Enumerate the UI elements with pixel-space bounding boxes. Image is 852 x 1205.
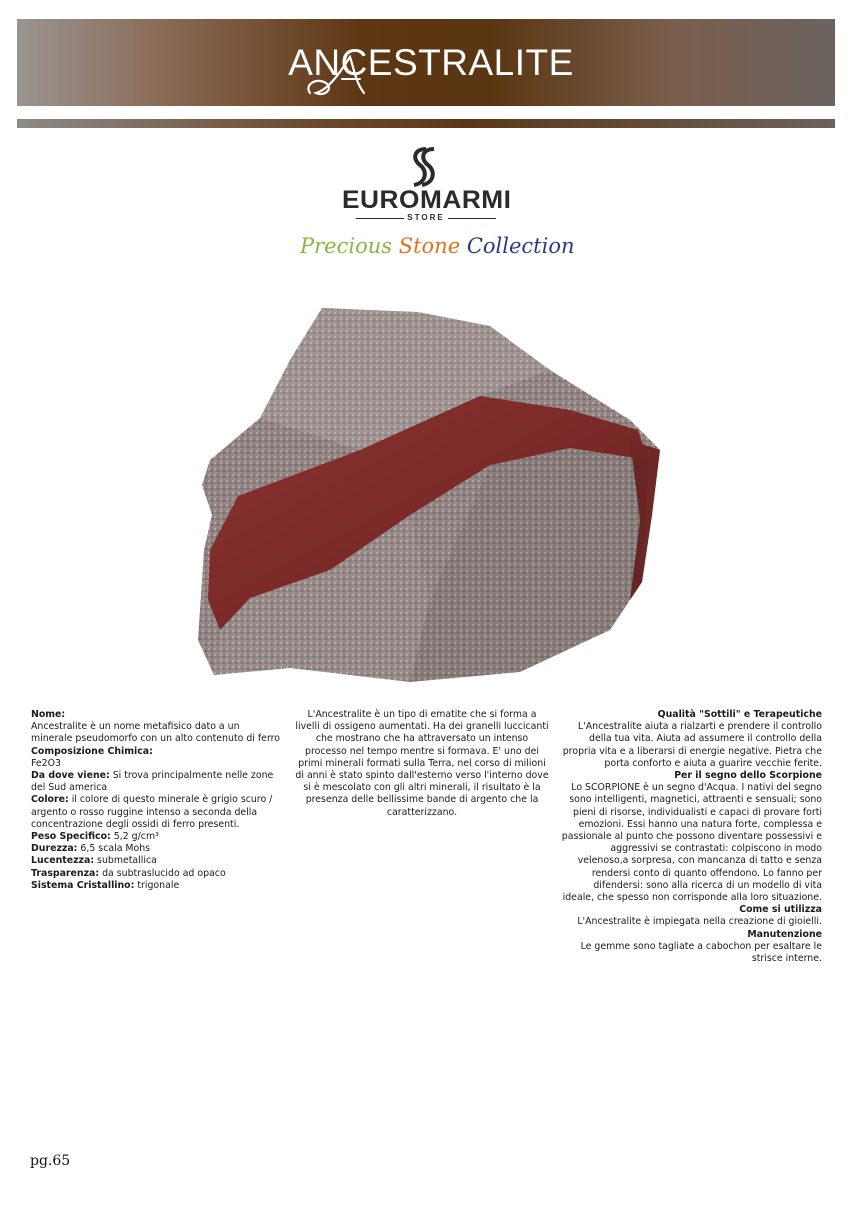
swash-flourish-icon bbox=[302, 49, 372, 99]
logo-divider-right bbox=[448, 218, 496, 219]
property-row bbox=[31, 855, 281, 867]
page-number: pg.65 bbox=[30, 1153, 71, 1169]
double-s-icon bbox=[404, 147, 446, 187]
property-row bbox=[31, 746, 281, 758]
property-row bbox=[31, 794, 281, 831]
property-row bbox=[31, 770, 281, 794]
property-value: trigonale bbox=[134, 879, 180, 891]
page-title: ANCESTRALITE bbox=[288, 41, 574, 83]
section-text: L'Ancestralite aiuta a rialzarti e prendere il controllo della tua vita. Aiuta ad assumere il controllo della propria vita e a liberarsi di energie negative. Pietra che porta conforto e aiuta a guarire vecchie ferite. bbox=[562, 721, 822, 769]
section-text: Le gemme sono tagliate a cabochon per esaltare le strisce interne. bbox=[580, 940, 822, 965]
qualities-column bbox=[560, 709, 822, 965]
section-heading: Qualità "Sottili" e Terapeutiche bbox=[657, 709, 822, 720]
property-row bbox=[31, 709, 281, 721]
property-row bbox=[31, 880, 281, 892]
description-column bbox=[295, 709, 549, 819]
properties-column bbox=[31, 709, 281, 892]
header-banner bbox=[17, 19, 835, 106]
property-row bbox=[31, 721, 281, 745]
tagline-word: Stone bbox=[398, 234, 461, 258]
property-value: 5,2 g/cm³ bbox=[110, 831, 159, 843]
header-divider bbox=[17, 119, 835, 128]
tagline-word: Collection bbox=[466, 234, 575, 258]
property-label: Sistema Cristallino: bbox=[31, 879, 135, 891]
property-label: Colore: bbox=[31, 794, 69, 806]
property-value: submetallica bbox=[94, 855, 157, 867]
section-text: Lo SCORPIONE è un segno d'Acqua. I nativi del segno sono intelligenti, magnetici, attraenti e sensuali; sono pieni di risorse, individualisti e capaci di provare forti emozioni. Essi hanno una natura forte, complessa e passionale al punto che possono diventare possessivi e aggressivi se contrastati: colpiscono in modo velenoso,a sorpresa, con mancanza di tatto e senza rendersi conto di quanto offendono. Lo fanno per difendersi: sono alla ricerca di un modello di vita ideale, che spesso non corrisponde alla loro situazione. bbox=[561, 782, 822, 904]
property-value: Ancestralite è un nome metafisico dato a un minerale pseudomorfo con un alto contenuto di ferro bbox=[31, 721, 281, 745]
property-row bbox=[31, 868, 281, 880]
property-label: Lucentezza: bbox=[31, 855, 95, 867]
property-value: Fe2O3 bbox=[31, 757, 61, 769]
property-row bbox=[31, 758, 281, 770]
section-heading: Manutenzione bbox=[747, 928, 822, 940]
property-label: Durezza: bbox=[31, 843, 78, 855]
property-value: il colore di questo minerale è grigio scuro / argento o rosso ruggine intenso a seconda della concentrazione degli ossidi di ferro presenti. bbox=[31, 794, 273, 830]
property-value: 6,5 scala Mohs bbox=[77, 843, 151, 855]
property-row bbox=[31, 831, 281, 843]
property-label: Composizione Chimica: bbox=[31, 745, 153, 757]
logo-name: EUROMARMI bbox=[342, 186, 512, 214]
logo-store: STORE bbox=[407, 213, 445, 222]
description-text: L'Ancestralite è un tipo di ematite che si forma a livelli di ossigeno aumentati. Ha dei granelli luccicanti che mostrano che ha attraversato un intenso processo nel tempo mentre si formava. E' uno dei primi minerali formati sulla Terra, nel corso di milioni di anni è stato spinto dall'esterno verso l'interno dove si è mescolato con gli altri minerali, il risultato è la presenza delle bellissime bande di argento che la caratterizzano. bbox=[295, 709, 549, 818]
section-heading: Come si utilizza bbox=[739, 904, 822, 916]
property-value: Si trova principalmente nelle zone del Sud america bbox=[31, 770, 274, 794]
property-label: Trasparenza: bbox=[31, 867, 100, 879]
property-label: Da dove viene: bbox=[31, 770, 110, 782]
property-value: da subtraslucido ad opaco bbox=[99, 867, 226, 879]
section-text: L'Ancestralite è impiegata nella creazione di gioielli. bbox=[577, 916, 822, 928]
stone-photo bbox=[190, 300, 680, 685]
tagline-word: Precious bbox=[300, 234, 393, 258]
section-heading: Per il segno dello Scorpione bbox=[674, 770, 822, 782]
logo-tagline bbox=[300, 234, 575, 258]
property-row bbox=[31, 843, 281, 855]
property-label: Peso Specifico: bbox=[31, 831, 111, 843]
property-label: Nome: bbox=[31, 709, 66, 720]
